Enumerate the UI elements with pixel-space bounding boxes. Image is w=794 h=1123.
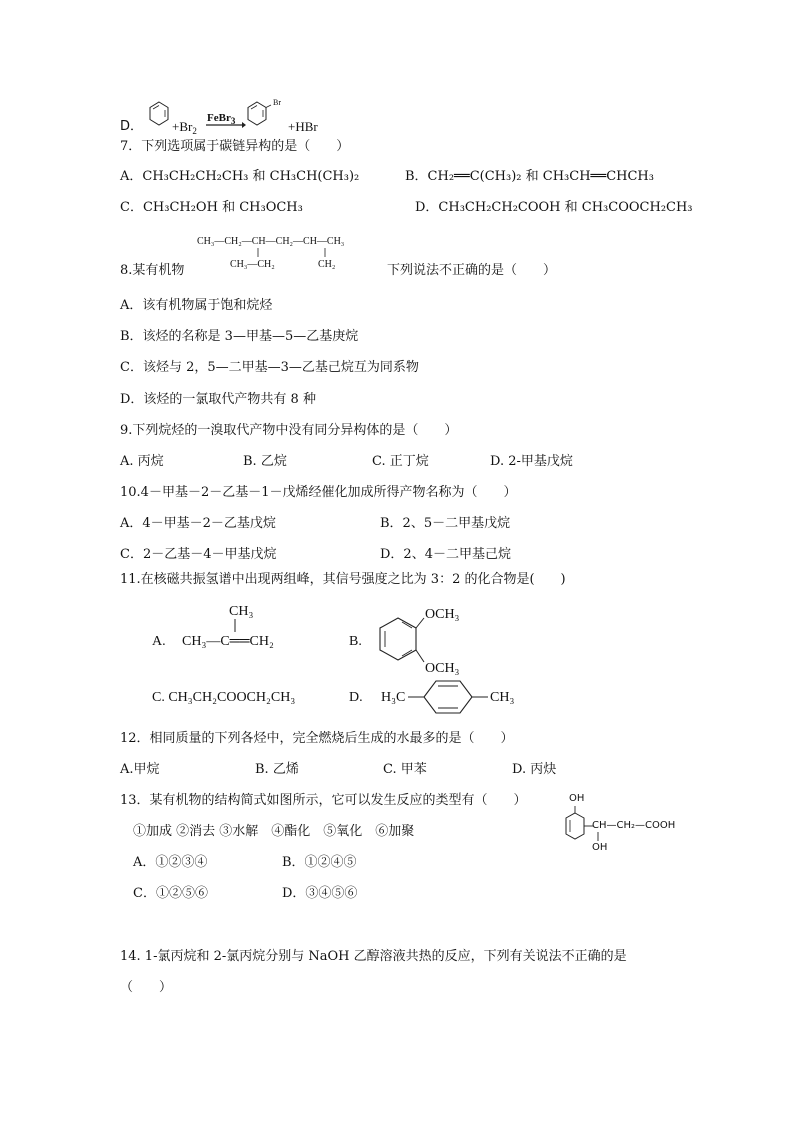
bromobenzene-ring: [246, 100, 268, 128]
q7-option-d: D．CH₃CH₂CH₂COOH 和 CH₃COOCH₂CH₃: [415, 200, 693, 215]
q9-option-c: C. 正丁烷: [372, 454, 429, 469]
q11-d-h3c: H₃C: [381, 690, 406, 705]
q13-option-c: C．①②⑤⑥: [133, 886, 208, 901]
q10-option-d: D．2、4－二甲基己烷: [380, 547, 511, 562]
q8-stem-left: 8.某有机物: [120, 263, 185, 278]
q11-d-benzene-ring: [404, 677, 494, 717]
q7-stem: 7．下列选项属于碳链异构的是（ ）: [120, 139, 350, 154]
q7-option-c: C．CH₃CH₂OH 和 CH₃OCH₃: [120, 200, 303, 215]
q6-option-d-label: D．: [120, 119, 144, 134]
q8-option-d: D．该烃的一氯取代产物共有 8 种: [120, 392, 316, 407]
q11-a-vertical-bond: [233, 619, 237, 633]
q9-stem: 9.下列烷烃的一溴取代产物中没有同分异构体的是（ ）: [120, 423, 458, 438]
q13-oh-bottom: OH: [592, 842, 608, 853]
reaction-arrow-icon: [206, 122, 246, 128]
q11-option-a-label: A.: [152, 634, 166, 649]
q14-stem: 14. 1-氯丙烷和 2-氯丙烷分别与 NaOH 乙醇溶液共热的反应，下列有关说法不正确的是: [120, 949, 627, 964]
q8-formula-bottom-left: CH₃—CH₂: [230, 259, 275, 270]
q11-b-benzene-ring: [372, 610, 432, 674]
q12-stem: 12．相同质量的下列各烃中，完全燃烧后生成的水最多的是（ ）: [120, 731, 514, 746]
q12-option-a: A.甲烷: [120, 762, 160, 777]
benzene-ring-reactant: [148, 100, 170, 128]
q11-a-ch3-top: CH₃: [229, 604, 254, 619]
q11-b-och3-bottom: OCH₃: [425, 661, 460, 676]
q6-plus-hbr: +HBr: [288, 119, 318, 134]
q11-option-b-label: B.: [349, 634, 362, 649]
q13-stem: 13．某有机物的结构简式如图所示，它可以发生反应的类型有（ ）: [120, 793, 527, 808]
q8-formula-bottom-right: CH₂: [318, 259, 336, 270]
q8-option-a: A．该有机物属于饱和烷烃: [120, 298, 273, 313]
q10-option-c: C．2－乙基－4－甲基戊烷: [120, 547, 277, 562]
q13-reaction-types: ①加成 ②消去 ③水解 ④酯化 ⑤氧化 ⑥加聚: [133, 824, 415, 839]
q11-option-c: C. CH₃CH₂COOCH₂CH₃: [152, 690, 296, 705]
q10-option-b: B．2、5－二甲基戊烷: [380, 516, 511, 531]
q9-option-a: A. 丙烷: [120, 454, 164, 469]
q6-plus-br2: $+Br_2$: [172, 119, 197, 136]
q13-oh-bond: [596, 832, 600, 842]
q12-option-b: B. 乙烯: [255, 762, 299, 777]
q13-option-d: D．③④⑤⑥: [282, 886, 358, 901]
q10-option-a: A．4－甲基－2－乙基戊烷: [120, 516, 276, 531]
q8-stem-right: 下列说法不正确的是（ ）: [387, 263, 557, 278]
q9-option-b: B. 乙烷: [243, 454, 287, 469]
q9-option-d: D. 2-甲基戊烷: [490, 454, 573, 469]
q14-answer-paren: （ ）: [120, 980, 173, 995]
q7-option-a: A．CH₃CH₂CH₂CH₃ 和 CH₃CH(CH₃)₂: [120, 169, 360, 184]
q6-catalyst: FeBr$_3$: [207, 112, 236, 126]
q13-chain: CH—CH₂—COOH: [592, 820, 676, 831]
q11-d-ch3: CH₃: [490, 690, 515, 705]
q11-b-och3-top: OCH₃: [425, 607, 460, 622]
q13-option-a: A．①②③④: [133, 855, 208, 870]
q6-br-substituent: Br: [273, 98, 281, 107]
q11-stem: 11.在核磁共振氢谱中出现两组峰，其信号强度之比为 3：2 的化合物是( ): [120, 572, 566, 587]
q11-option-d-label: D.: [349, 690, 363, 705]
q12-option-d: D. 丙炔: [512, 762, 557, 777]
q8-option-c: C．该烃与 2，5—二甲基—3—乙基己烷互为同系物: [120, 360, 419, 375]
q12-option-c: C. 甲苯: [383, 762, 427, 777]
q13-option-b: B．①②④⑤: [282, 855, 357, 870]
q7-option-b: B．CH₂══C(CH₃)₂ 和 CH₃CH══CHCH₃: [405, 169, 654, 184]
q13-oh-top: OH: [569, 793, 585, 804]
q10-stem: 10.4－甲基－2－乙基－1－戊烯经催化加成所得产物名称为（ ）: [120, 485, 517, 500]
q11-a-formula: CH₃—C══CH₂: [182, 634, 274, 649]
q8-option-b: B．该烃的名称是 3—甲基—5—乙基庚烷: [120, 329, 359, 344]
q8-formula-top: CH₃—CH₂—CH—CH₂—CH—CH₃: [197, 236, 345, 247]
